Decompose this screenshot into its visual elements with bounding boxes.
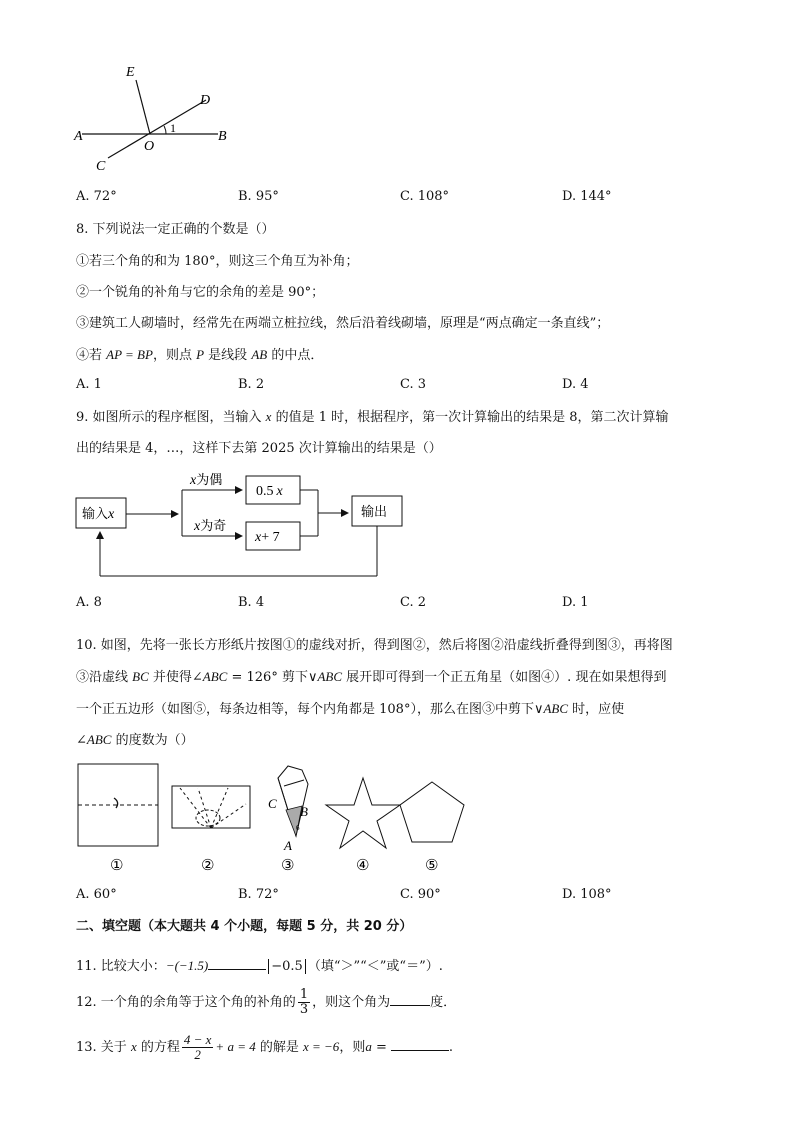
- q9-flowchart: [70, 466, 410, 582]
- q8-s4-eq: AP = BP: [106, 347, 153, 362]
- q8-s4-mid: ，则点: [152, 348, 197, 363]
- input-label: 输入x: [82, 507, 115, 522]
- ray-oe: [136, 80, 150, 134]
- label-d: D: [200, 93, 211, 108]
- fig-4-star: [326, 778, 400, 848]
- q10-l4-pre: ∠: [76, 733, 87, 748]
- q10-option-c[interactable]: C. 90°: [400, 887, 441, 902]
- fig-2-folded: [172, 786, 250, 828]
- q8-s4-p: P: [196, 347, 205, 362]
- q13-pre: 13. 关于: [76, 1040, 131, 1055]
- q8-stem: 8. 下列说法一定正确的个数是（）: [76, 222, 275, 237]
- q13-fraction: [182, 1033, 214, 1062]
- q13: [76, 1030, 453, 1065]
- q12: [76, 986, 456, 1020]
- q9-l1-post: 的值是 1 时，根据程序，第一次计算输出的结果是 8，第二次计算输: [271, 410, 669, 425]
- fig-5-pentagon: [400, 782, 464, 842]
- fig-label-1: ①: [110, 856, 124, 874]
- q8-option-c[interactable]: C. 3: [400, 377, 427, 392]
- q11-post: （填“＞”“＜”或“＝”）.: [307, 959, 443, 974]
- label-o: O: [144, 139, 155, 154]
- q10-option-a[interactable]: A. 60°: [76, 887, 117, 902]
- q12-answer-blank[interactable]: [390, 991, 430, 1006]
- q10-option-b[interactable]: B. 72°: [238, 887, 279, 902]
- q8-statement-2: ②一个锐角的补角与它的余角的差是 90°；: [76, 285, 325, 300]
- q8-statement-3: ③建筑工人砌墙时，经常先在两端立桩拉线，然后沿着线砌墙，原理是“两点确定一条直线”；: [76, 316, 610, 331]
- q10-line-1: 10. 如图，先将一张长方形纸片按图①的虚线对折，得到图②，然后将图②沿虚线折叠得到图③，再将图: [76, 638, 673, 653]
- q7-option-c[interactable]: C. 108°: [400, 189, 450, 204]
- q9-option-a[interactable]: A. 8: [76, 595, 102, 610]
- fig3-label-c: C: [268, 796, 277, 811]
- q13-mid: 的方程: [136, 1040, 180, 1055]
- q13-a: a: [365, 1039, 372, 1054]
- label-e: E: [126, 65, 135, 80]
- q8-option-a[interactable]: A. 1: [76, 377, 102, 392]
- q7-option-a[interactable]: A. 72°: [76, 189, 117, 204]
- fig-1-rectangle: [78, 764, 158, 846]
- q10-l3-pre: 一个正五边形（如图⑤，每条边相等，每个内角都是 108°），那么在图③中剪下∨: [76, 702, 544, 717]
- angle-1-label: 1: [170, 121, 176, 135]
- q8-s4-post: 的中点．: [267, 348, 324, 363]
- q8-option-b[interactable]: B. 2: [238, 377, 265, 392]
- section-2-title: 二、填空题（本大题共 4 个小题，每题 5 分，共 20 分）: [76, 919, 413, 934]
- q7-option-b[interactable]: B. 95°: [238, 189, 279, 204]
- q13-solution: x = −6: [302, 1039, 340, 1054]
- q9-line-2: 出的结果是 4，…，这样下去第 2025 次计算输出的结果是（）: [76, 441, 442, 456]
- q9-option-d[interactable]: D. 1: [562, 595, 589, 610]
- q8-statement-4: [76, 346, 323, 365]
- q13-denominator: 2: [194, 1047, 201, 1062]
- q9-line-1: [76, 408, 669, 427]
- q13-mid3: ，则: [339, 1040, 366, 1055]
- q10-l3-post: 时，应使: [568, 702, 625, 717]
- fig3-angle-mark: 6: [296, 824, 300, 832]
- q12-denominator: 3: [299, 1002, 309, 1017]
- q10-line-2: [76, 668, 666, 687]
- angle-1-arc: [164, 126, 166, 134]
- q12-mid: ，则这个角为: [312, 995, 391, 1010]
- q10-l4-post: 的度数为（）: [111, 733, 194, 748]
- label-a: A: [74, 129, 83, 144]
- q10-l3-abc: ABC: [543, 701, 569, 716]
- q12-fraction: [298, 988, 310, 1017]
- q8-s4-ab: AB: [251, 347, 268, 362]
- q11-expr-1: −(−1.5): [165, 958, 209, 973]
- q13-post: =: [371, 1040, 387, 1055]
- q13-x: x: [130, 1039, 137, 1054]
- q12-numerator: 1: [299, 987, 309, 1002]
- q10-l2-abc2: ABC: [317, 669, 343, 684]
- even-box-label: 0.5 x: [256, 484, 283, 499]
- q10-l2-mid: 并使得∠: [148, 670, 203, 685]
- fig-label-4: ④: [356, 856, 370, 874]
- q11: [76, 955, 443, 976]
- label-c: C: [96, 159, 106, 174]
- q7-option-d[interactable]: D. 144°: [562, 189, 612, 204]
- odd-condition: x为奇: [194, 519, 227, 534]
- q13-mid2: 的解是: [255, 1040, 303, 1055]
- q10-figures: [70, 758, 480, 878]
- q10-l4-abc: ABC: [86, 732, 112, 747]
- q8-s4-mid2: 是线段: [204, 348, 252, 363]
- q9-option-c[interactable]: C. 2: [400, 595, 427, 610]
- label-b: B: [218, 129, 227, 144]
- q10-l2-pre: ③沿虚线: [76, 670, 133, 685]
- q12-pre: 12. 一个角的余角等于这个角的补角的: [76, 995, 296, 1010]
- q10-line-4: [76, 731, 194, 750]
- output-label: 输出: [361, 505, 388, 520]
- q10-option-d[interactable]: D. 108°: [562, 887, 612, 902]
- q11-pre: 11. 比较大小：: [76, 959, 166, 974]
- odd-box-label: x+ 7: [255, 530, 280, 545]
- q10-l2-bc: BC: [132, 669, 149, 684]
- line-cd: [108, 100, 206, 158]
- q7-angle-figure: [70, 60, 240, 180]
- q10-line-3: [76, 700, 624, 719]
- q10-l2-abc: ABC: [202, 669, 228, 684]
- q13-end: .: [448, 1040, 453, 1055]
- q8-option-d[interactable]: D. 4: [562, 377, 589, 392]
- fig-3-cone: [268, 766, 308, 853]
- fig3-label-a: A: [284, 838, 292, 853]
- q10-l2-post: 展开即可得到一个正五角星（如图④）. 现在如果想得到: [342, 670, 667, 685]
- q13-numerator: 4 − x: [183, 1032, 212, 1047]
- q10-l2-mid2: = 126° 剪下∨: [227, 670, 318, 685]
- fig-label-3: ③: [281, 856, 295, 874]
- fig-label-2: ②: [201, 856, 215, 874]
- q13-answer-blank[interactable]: [391, 1036, 449, 1051]
- q9-l1-x: x: [265, 409, 272, 424]
- q11-expr-2: −0.5: [271, 959, 303, 974]
- q9-option-b[interactable]: B. 4: [238, 595, 265, 610]
- q9-l1-pre: 9. 如图所示的程序框图，当输入: [76, 410, 266, 425]
- q13-eq: + a = 4: [215, 1039, 256, 1054]
- even-condition: x为偶: [190, 473, 223, 488]
- fig3-label-b: B: [300, 804, 308, 819]
- q8-s4-pre: ④若: [76, 348, 107, 363]
- fig-label-5: ⑤: [425, 856, 439, 874]
- q11-answer-blank[interactable]: [208, 955, 266, 970]
- q11-abs-expr: [268, 959, 306, 974]
- q12-post: 度．: [430, 995, 457, 1010]
- q8-statement-1: ①若三个角的和为 180°，则这三个角互为补角；: [76, 254, 359, 269]
